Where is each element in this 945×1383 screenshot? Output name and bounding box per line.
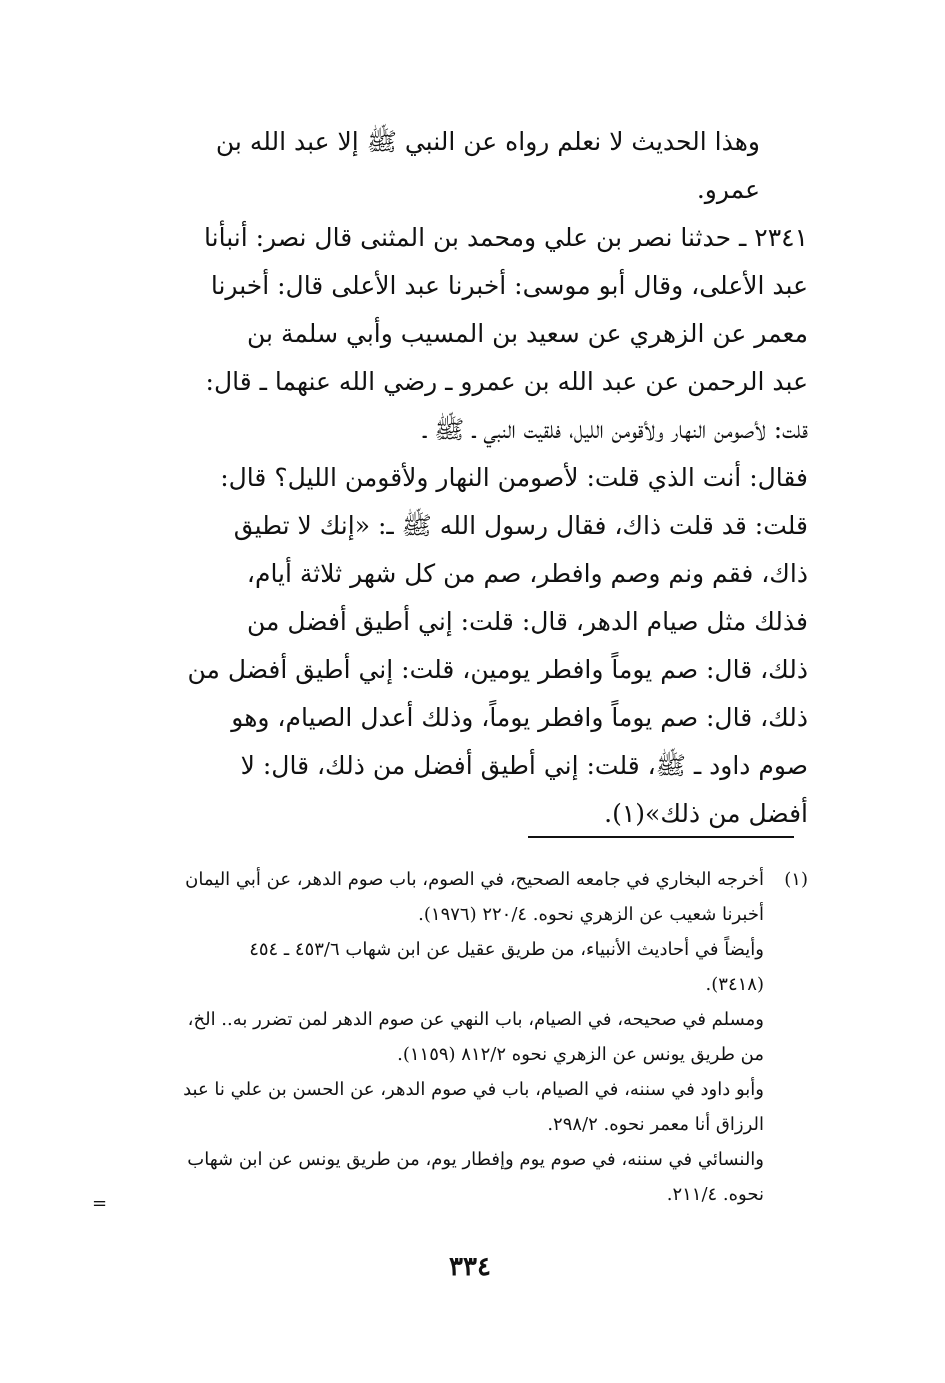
footnote-line: أخبرنا شعيب عن الزهري نحوه. ٢٢٠/٤ (١٩٧٦). xyxy=(418,904,764,925)
hadith-line: فذلك مثل صيام الدهر، قال: قلت: إني أطيق أفضل من xyxy=(246,607,808,636)
footnote-line: الرزاق أنا معمر نحوه. ٢٩٨/٢. xyxy=(547,1114,764,1135)
hadith-line: ذلك، قال: صم يوماً وافطر يومين، قلت: إني أطيق أفضل من xyxy=(187,655,808,684)
hadith-line: عبد الأعلى، وقال أبو موسى: أخبرنا عبد الأعلى قال: أخبرنا xyxy=(210,271,808,300)
hadith-number: ٢٣٤١ xyxy=(754,223,808,252)
footnote-line-text: أخرجه البخاري في جامعه الصحيح، في الصوم، باب صوم الدهر، عن أبي اليمان xyxy=(185,869,764,890)
footnote-line: والنسائي في سننه، في صوم يوم وإفطار يوم، من طريق يونس عن ابن شهاب xyxy=(187,1149,764,1170)
footnote-line: (٣٤١٨). xyxy=(705,974,764,995)
hadith-line: قلت: لأصومن النهار ولأقومن الليل، فلقيت النبي ـ ﷺ ـ xyxy=(423,415,808,444)
page-number: ٣٣٤ xyxy=(449,1252,491,1282)
footnote-line: ومسلم في صحيحه، في الصيام، باب النهي عن صوم الدهر لمن تضرر به.. الخ، xyxy=(187,1009,764,1030)
hadith-line: عبد الرحمن عن عبد الله بن عمرو ـ رضي الله عنهما ـ قال: xyxy=(205,367,808,396)
hadith-line: قلت: قد قلت ذاك، فقال رسول الله ﷺ ـ: «إنك لا تطيق xyxy=(233,511,808,540)
hadith-line: صوم داود ـ ﷺ، قلت: إني أطيق أفضل من ذلك، قال: لا xyxy=(240,751,808,780)
hadith-line: معمر عن الزهري عن سعيد بن المسيب وأبي سلمة بن xyxy=(247,319,808,348)
hadith-line xyxy=(108,214,808,262)
footnotes xyxy=(108,862,808,1212)
footnote-line: من طريق يونس عن الزهري نحوه ٨١٢/٢ (١١٥٩). xyxy=(397,1044,764,1065)
footnote-label: (١) xyxy=(784,869,808,890)
footnote-line: وأبو داود في سننه، في الصيام، باب في صوم الدهر، عن الحسن بن علي نا عبد xyxy=(183,1079,764,1100)
hadith-2341 xyxy=(108,214,808,838)
hadith-line-text: ـ حدثنا نصر بن علي ومحمد بن المثنى قال نصر: أنبأنا xyxy=(204,223,747,252)
footnote-separator xyxy=(528,836,794,838)
intro-line: عمرو. xyxy=(696,175,760,204)
footnote-line: وأيضاً في أحاديث الأنبياء، من طريق عقيل عن ابن شهاب ٤٥٣/٦ ـ ٤٥٤ xyxy=(249,939,764,960)
main-text xyxy=(108,118,808,838)
hadith-line: أفضل من ذلك»(١). xyxy=(604,799,808,828)
hadith-line: ذلك، قال: صم يوماً وافطر يوماً، وذلك أعدل الصيام، وهو xyxy=(231,703,808,732)
hadith-line: ذاك، فقم ونم وصم وافطر، صم من كل شهر ثلاثة أيام، xyxy=(246,559,808,588)
footnote-line xyxy=(108,862,808,897)
hadith-line: فقال: أنت الذي قلت: لأصومن النهار ولأقومن الليل؟ قال: xyxy=(220,463,808,492)
intro-line: وهذا الحديث لا نعلم رواه عن النبي ﷺ إلا عبد الله بن xyxy=(215,127,760,156)
footnote-line: نحوه. ٢١١/٤. xyxy=(666,1184,764,1205)
margin-mark: = xyxy=(92,1193,108,1214)
